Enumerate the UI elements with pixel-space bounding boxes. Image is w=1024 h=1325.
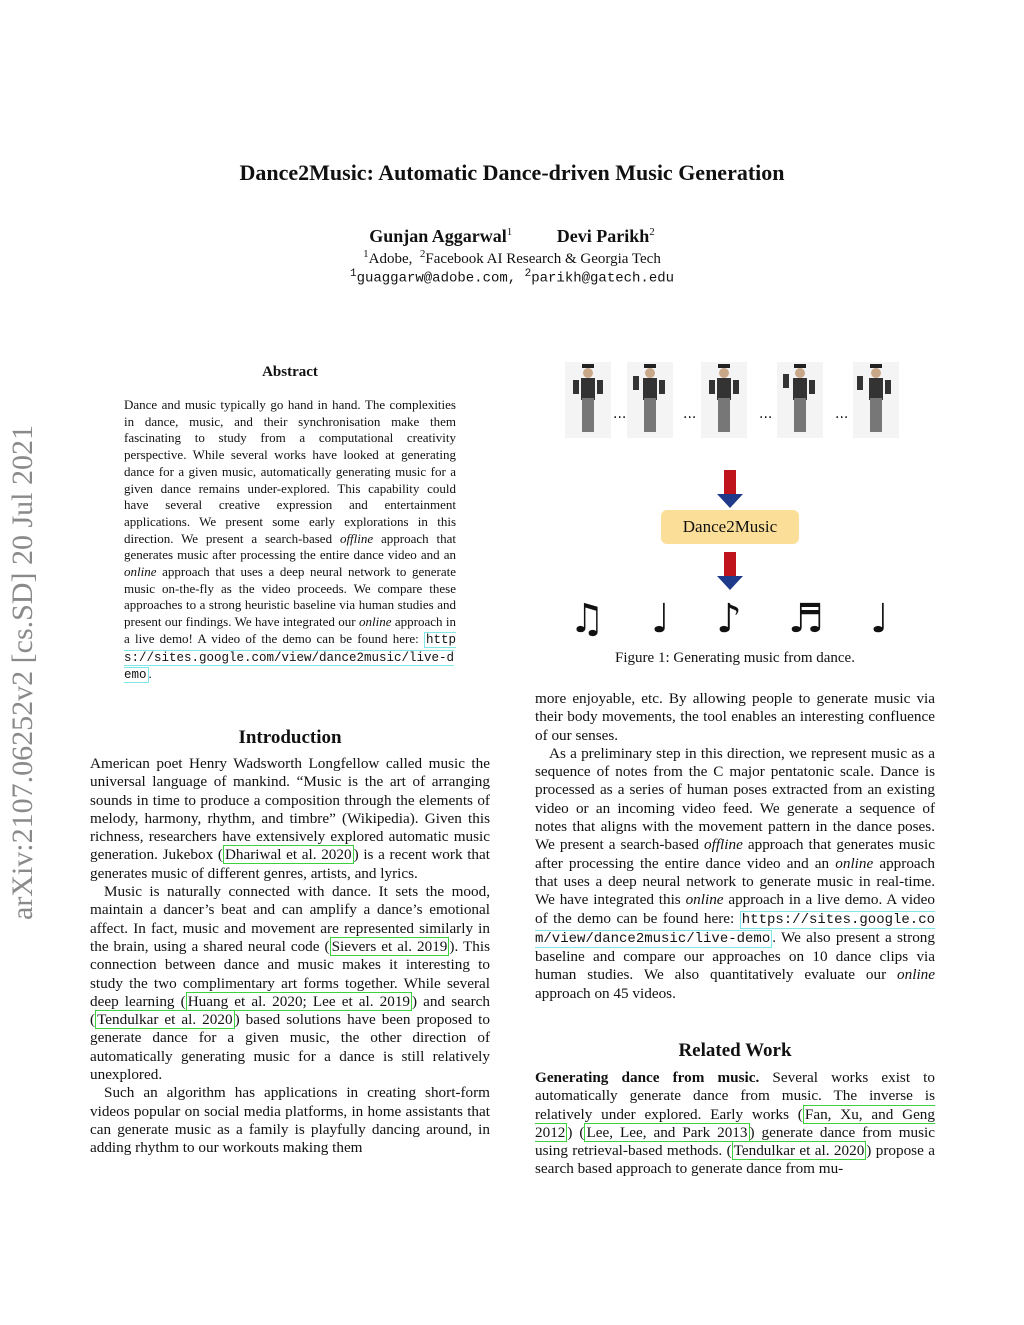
eighth-note-icon: ♪ <box>716 596 742 642</box>
dance2music-box: Dance2Music <box>661 510 799 544</box>
down-arrow-icon <box>724 470 736 496</box>
author-1: Gunjan Aggarwal$^1$ <box>369 226 513 246</box>
ellipsis: ... <box>613 406 627 422</box>
dancer-frame <box>853 362 899 438</box>
author-2: Devi Parikh$^2$ <box>556 226 655 246</box>
quarter-note-icon: ♩ <box>870 596 889 642</box>
ellipsis: ... <box>835 406 849 422</box>
intro-paragraph-3: Such an algorithm has applications in creating short-form videos popular on social media platforms, in home assistants that can generate music as a family is playfully dancing around, in adding rhythm to our workouts making them <box>90 1084 490 1157</box>
demo-link[interactable]: https://sites.google.com/view/dance2music/live-demo <box>124 632 456 683</box>
paper-title: Dance2Music: Automatic Dance-driven Music Generation <box>239 160 785 185</box>
down-arrow-icon <box>724 552 736 578</box>
introduction-body <box>90 755 490 1158</box>
citation-link[interactable]: Tendulkar et al. 2020 <box>733 1142 865 1160</box>
citation-link[interactable]: Lee, Lee, and Park 2013 <box>586 1123 748 1141</box>
related-work-heading: Related Work <box>678 1040 792 1061</box>
related-paragraph: Generating dance from music. Several works exist to automatically generate dance from music. The inverse is relatively under explored. Early works ( Fan, Xu, and Geng 2012 ) ( Lee, Lee, and Park 2013 ) generate dance from music using retrieval-based methods. ( Tendulkar et al. 2020 ) propose a search based approach to generate dance from mu- <box>535 1069 935 1178</box>
figure-caption: Figure 1: Generating music from dance. <box>615 650 855 666</box>
authors <box>0 226 1024 247</box>
citation-link[interactable]: Tendulkar et al. 2020 <box>97 1011 233 1029</box>
dancer-frame <box>701 362 747 438</box>
abstract-heading: Abstract <box>262 364 318 380</box>
ellipsis: ... <box>683 406 697 422</box>
ellipsis: ... <box>759 406 773 422</box>
dancer-frame <box>565 362 611 438</box>
music-notes <box>569 596 889 642</box>
demo-link[interactable]: https://sites.google.com/view/dance2music/live-demo <box>535 911 935 947</box>
dancer-frame <box>777 362 823 438</box>
right-column-body <box>535 690 935 1003</box>
abstract-text: Dance and music typically go hand in hand. The complexities in dance, music, and their synchronisation make them fascinating to study from a computational creativity perspective. While several works have looked at generating dance for a given music, automatically generating music for a given dance remains under-explored. This capability could have several creative expression and entertainment applications. We present some early explorations in this direction. We present a search-based offline approach that generates music after processing the entire dance video and an online approach that uses a deep neural network to generate music on-the-fly as the video proceeds. We compare these approaches to a strong heuristic baseline via human studies and present our findings. We have integrated our online approach in a live demo! A video of the demo can be found here: https://sites.google.com/view/dance2music/live-demo . <box>124 397 456 683</box>
intro-paragraph-1: American poet Henry Wadsworth Longfellow called music the universal language of mankind. “Music is the art of arranging sounds in time to produce a composition through the elements of melody, harmony, rhythm, and timbre” (Wikipedia). Given this richness, researchers have extensively explored automatic music generation. Jukebox ( Dhariwal et al. 2020 ) is a recent work that generates music of different genres, artists, and lyrics. <box>90 755 490 882</box>
right-paragraph-2: As a preliminary step in this direction, we represent music as a sequence of notes from the C major pentatonic scale. Dance is processed as a series of human poses extracted from an existing video or an incoming video feed. We generate a sequence of notes that aligns with the movement pattern in the dance poses. We present a search-based offline approach that generates music after processing the entire dance video and an online approach that uses a deep neural network to generate music in real-time. We have integrated this online approach in a live demo. A video of the demo can be found here: https://sites.google.com/view/dance2music/live-demo . We also present a strong baseline and compare our approaches on 10 dance clips via human studies. We also quantitatively evaluate our online approach on 45 videos. <box>535 744 935 1002</box>
quarter-note-icon: ♩ <box>651 596 670 642</box>
beamed-notes-icon: ♫ <box>569 596 605 642</box>
citation-link[interactable]: Dhariwal et al. 2020 <box>224 846 352 864</box>
citation-link[interactable]: Huang et al. 2020; Lee et al. 2019 <box>187 992 411 1010</box>
beamed-sixteenth-notes-icon: ♬ <box>788 596 824 642</box>
related-work-body <box>535 1069 935 1179</box>
dancer-frame <box>627 362 673 438</box>
introduction-heading: Introduction <box>238 727 342 748</box>
right-paragraph-1: more enjoyable, etc. By allowing people to generate music via their body movements, the tool enables an interesting confluence of our senses. <box>535 690 935 744</box>
arxiv-stamp: arXiv:2107.06252v2 [cs.SD] 20 Jul 2021 <box>6 425 39 920</box>
figure-1 <box>555 360 915 670</box>
citation-link[interactable]: Fan, Xu, and Geng 2012 <box>535 1105 935 1141</box>
emails: $^1$guaggarw@adobe.com, $^2$parikh@gatech.edu <box>349 268 675 287</box>
intro-paragraph-2: Music is naturally connected with dance. It sets the mood, maintain a dancer’s beat and can amplify a dance’s emotional affect. In fact, music and movement are represented similarly in the brain, using a shared neural code ( Sievers et al. 2019 ). This connection between dance and music makes it interesting to study the two complimentary art forms together. While several deep learning ( Huang et al. 2020; Lee et al. 2019 ) and search ( Tendulkar et al. 2020 ) based solutions have been proposed to generate dance for a given music, the other direction of automatically generating music for a dance is still relatively unexplored. <box>90 883 490 1084</box>
citation-link[interactable]: Sievers et al. 2019 <box>331 937 448 955</box>
affiliations: $^1$Adobe, $^2$Facebook AI Research & Georgia Tech <box>363 248 661 267</box>
